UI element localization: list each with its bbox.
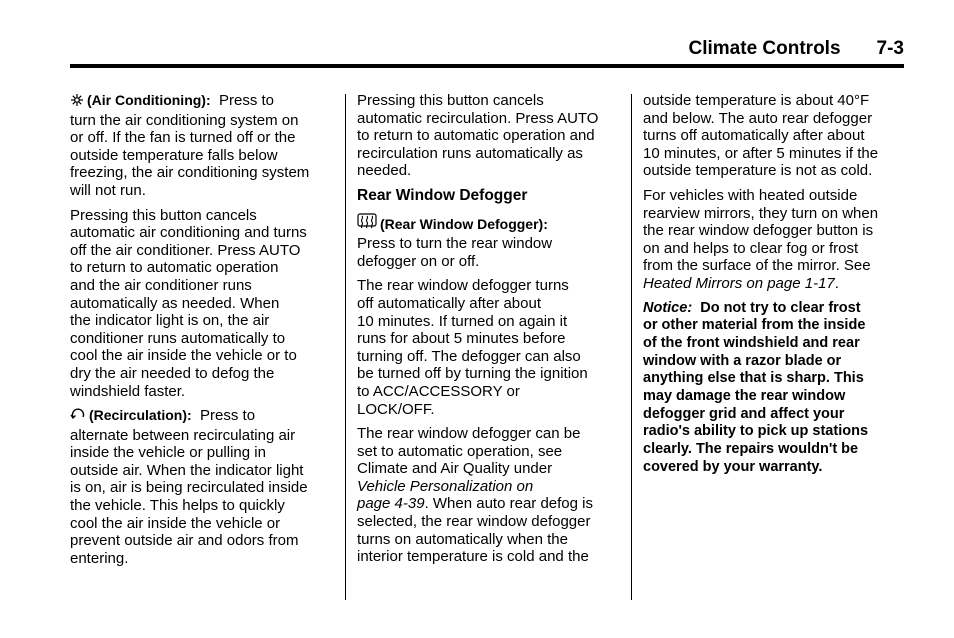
notice-label: Notice: (643, 299, 693, 316)
text-line: outside temperature is not as cold. (643, 162, 873, 180)
ac-line: freezing, the air conditioning system (70, 164, 310, 182)
text-line: Pressing this button cancels (70, 206, 257, 224)
recirc-line: Press to (200, 407, 256, 425)
continued-paragraph (643, 92, 905, 180)
column-2 (357, 92, 619, 573)
recirc-cancel-paragraph (357, 92, 619, 180)
notice-line: or other material from the inside (643, 317, 866, 334)
text-line: outside temperature is about 40°F (643, 92, 870, 109)
notice-line: defogger grid and affect your (643, 405, 845, 422)
text-line: to return to automatic operation (70, 259, 279, 277)
text-line: to return to automatic operation and (357, 127, 595, 145)
notice-line: of the front windshield and rear (643, 334, 860, 351)
text-line: . When auto rear defog is (424, 495, 593, 513)
text-line: Pressing this button cancels (357, 92, 544, 109)
recirc-line: inside the vehicle or pulling in (70, 444, 266, 462)
recirc-line: is on, air is being recirculated inside (70, 479, 308, 497)
text-line: LOCK/OFF. (357, 400, 435, 418)
cross-reference[interactable]: Heated Mirrors on page 1-17 (643, 274, 835, 292)
recirc-line: alternate between recirculating air (70, 426, 296, 444)
notice-paragraph (643, 300, 905, 477)
page-header (70, 38, 904, 66)
ac-line: or off. If the fan is turned off or the (70, 129, 296, 147)
text-line: needed. (357, 162, 412, 180)
text-line: automatically as needed. When (70, 294, 280, 312)
text-line: cool the air inside the vehicle or to (70, 347, 297, 365)
text-line: turning off. The defogger can also (357, 347, 581, 365)
defogger-paragraph (357, 213, 619, 271)
notice-line: may damage the rear window (643, 388, 846, 405)
notice-line: anything else that is sharp. This (643, 370, 864, 387)
notice-line: window with a razor blade or (643, 352, 842, 369)
text-line: off automatically after about (357, 294, 541, 312)
recirc-line: outside air. When the indicator light (70, 461, 304, 479)
heated-mirrors-paragraph (643, 187, 905, 293)
text-line: selected, the rear window defogger (357, 513, 591, 531)
text-line: 10 minutes, or after 5 minutes if the (643, 144, 879, 162)
rear-defogger-icon (357, 213, 377, 236)
text-line: and below. The auto rear defogger (643, 109, 873, 127)
text-line: . (834, 274, 839, 292)
recirculation-label: (Recirculation): (89, 407, 192, 424)
text-line: turns on automatically when the (357, 530, 568, 548)
cross-reference[interactable]: Vehicle Personalization on (357, 477, 534, 495)
ac-label: (Air Conditioning): (87, 92, 211, 108)
recirc-line: entering. (70, 549, 129, 567)
section-title: Climate Controls (688, 38, 841, 59)
text-line: 10 minutes. If turned on again it (357, 312, 568, 330)
text-line: windshield faster. (70, 382, 186, 400)
cross-reference-page[interactable]: page 4-39 (357, 495, 425, 513)
text-line: interior temperature is cold and the (357, 548, 589, 566)
text-line: on and helps to clear fog or frost (643, 239, 859, 257)
text-line: turns off automatically after about (643, 127, 865, 145)
rear-defogger-label: (Rear Window Defogger): (380, 215, 548, 232)
column-1 (70, 92, 332, 574)
notice-line: radio's ability to pick up stations (643, 423, 869, 440)
text-line: automatic recirculation. Press AUTO (357, 109, 599, 127)
text-line: automatic air conditioning and turns (70, 224, 307, 242)
ac-cancel-paragraph (70, 207, 332, 401)
text-line: The rear window defogger turns (357, 277, 569, 295)
ac-line: turn the air conditioning system on (70, 111, 299, 129)
recirc-line: prevent outside air and odors from (70, 532, 299, 550)
text-line: conditioner runs automatically to (70, 329, 286, 347)
auto-defog-paragraph (357, 425, 619, 566)
recirc-line: cool the air inside the vehicle or (70, 514, 281, 532)
ac-paragraph (70, 92, 332, 200)
text-line: the indicator light is on, the air (70, 312, 270, 330)
text-line: the rear window defogger button is (643, 222, 874, 240)
ac-line: outside temperature falls below (70, 146, 278, 164)
text-line: The rear window defogger can be (357, 425, 581, 443)
column-divider-2 (631, 94, 632, 600)
ac-line: Press to (218, 92, 275, 109)
text-line: Climate and Air Quality under (357, 460, 553, 478)
text-line: to ACC/ACCESSORY or (357, 382, 520, 400)
notice-line: covered by your warranty. (643, 458, 823, 475)
text-line: and the air conditioner runs (70, 276, 252, 294)
header-rule (70, 64, 904, 68)
ac-line: will not run. (70, 181, 146, 199)
text-line: dry the air needed to defog the (70, 364, 275, 382)
text-line: from the surface of the mirror. See (643, 257, 871, 275)
text-line: For vehicles with heated outside (643, 186, 858, 204)
defog-line: defogger on or off. (357, 252, 480, 270)
recirculation-icon (70, 408, 86, 427)
recirc-line: the vehicle. This helps to quickly (70, 497, 285, 515)
column-3 (643, 92, 905, 484)
page-header-title (689, 38, 905, 60)
text-line: set to automatic operation, see (357, 442, 563, 460)
notice-line: Do not try to clear frost (700, 299, 861, 316)
text-line: recirculation runs automatically as (357, 144, 583, 162)
text-line: rearview mirrors, they turn on when (643, 204, 879, 222)
text-line: be turned off by turning the ignition (357, 365, 588, 383)
defog-line: Press to turn the rear window (357, 235, 553, 253)
defogger-timer-paragraph (357, 277, 619, 418)
text-line: off the air conditioner. Press AUTO (70, 241, 301, 259)
page-number: 7-3 (876, 38, 904, 59)
rear-defogger-heading: Rear Window Defogger (357, 186, 528, 204)
snowflake-icon (70, 93, 84, 112)
text-line: runs for about 5 minutes before (357, 330, 566, 348)
column-divider-1 (345, 94, 346, 600)
recirculation-paragraph (70, 407, 332, 567)
notice-line: clearly. The repairs wouldn't be (643, 441, 859, 458)
